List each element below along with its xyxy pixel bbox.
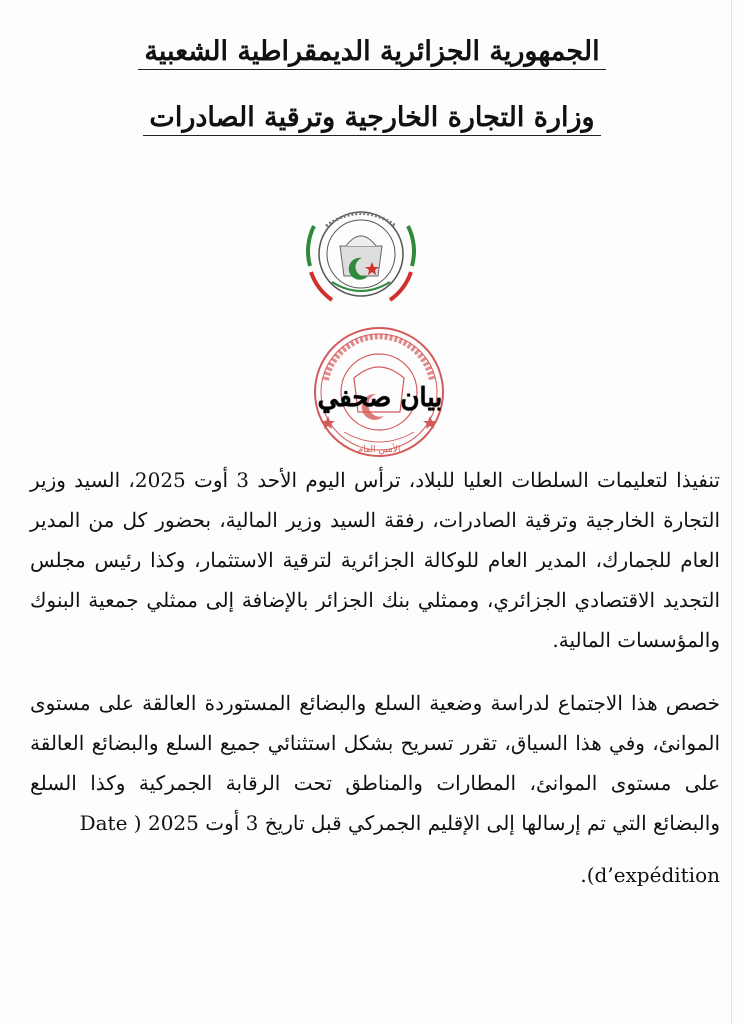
- republic-title-text: الجمهورية الجزائرية الديمقراطية الشعبية: [138, 36, 605, 70]
- paragraph-2-tail: d’expédition).: [580, 863, 720, 887]
- page-edge: [731, 0, 732, 1024]
- paragraph-2: خصص هذا الاجتماع لدراسة وضعية السلع والبضائع المستوردة العالقة على مستوى الموانئ، وفي هذا السياق، تقرر تسريح بشكل استثنائي جميع السلع والبضائع العالقة على مستوى الموانئ، المطارات والمناطق تحت الرقابة الجمركية وكذا السلع والبضائع التي تم إرسالها إلى الإقليم الجمركي قبل تاريخ 3 أوت 2025 ( Date: [30, 691, 720, 835]
- press-release-heading: بيان صحفي: [317, 383, 443, 413]
- ministry-title: [0, 102, 744, 136]
- republic-title: [0, 36, 744, 70]
- stamp-bottom-text: الأمين العام: [357, 445, 401, 455]
- ministry-emblem-icon: [296, 196, 426, 312]
- ministry-title-text: وزارة التجارة الخارجية وترقية الصادرات: [143, 102, 600, 136]
- paragraph-1: تنفيذا لتعليمات السلطات العليا للبلاد، ترأس اليوم الأحد 3 أوت 2025، السيد وزير التجارة الخارجية وترقية الصادرات، رفقة السيد وزير المالية، بحضور كل من المدير العام للجمارك، المدير العام للوكالة الجزائرية لترقية الاستثمار، وكذا رئيس مجلس التجديد الاقتصادي الجزائري، وممثلي بنك الجزائر بالإضافة إلى ممثلي جمعية البنوك والمؤسسات المالية.: [30, 468, 720, 652]
